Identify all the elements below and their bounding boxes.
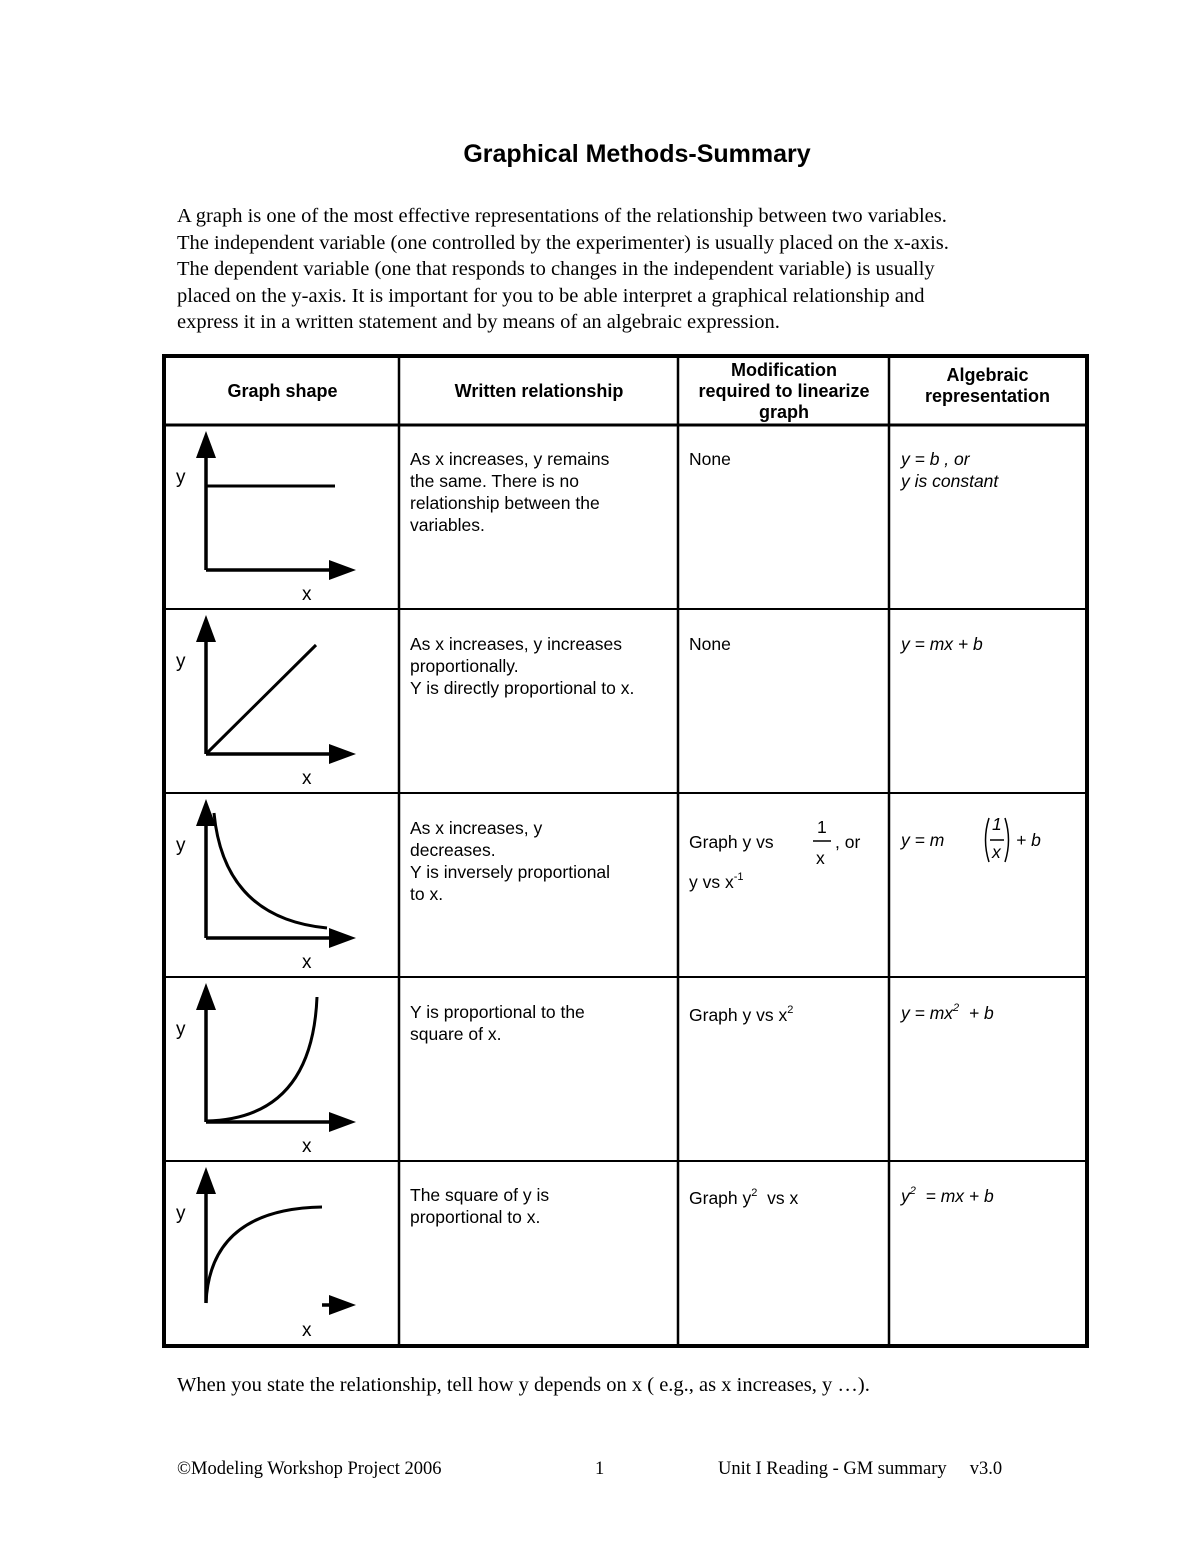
header-algebraic [890,358,1085,414]
exponent: 2 [953,1002,960,1014]
header-modification-line: Modification [731,360,837,380]
text-line: y = b , or [901,449,970,469]
alg-rhs: = mx + b [925,1186,994,1206]
written-relationship-sqrt [410,1184,549,1228]
alg-base: y [901,1186,910,1206]
text-line: square of x. [410,1024,502,1044]
x-axis-label: x [302,584,312,605]
text-line: decreases. [410,840,496,860]
exponent: -1 [733,871,744,883]
x-axis-label: x [302,768,312,789]
fraction-denominator: x [816,848,825,868]
intro-line: placed on the y-axis. It is important for you to be able interpret a graphical relationship and [177,284,925,307]
text-line: the same. There is no [410,471,579,491]
exponent: 2 [909,1185,916,1197]
alg-fraction-num: 1 [992,814,1002,834]
text-line: None [689,634,731,654]
text-line: y = mx + b [901,634,983,654]
written-relationship-quadratic [410,1001,585,1045]
exponent: 2 [751,1187,758,1199]
x-axis-label: x [302,1320,312,1341]
text-line: The square of y is [410,1185,550,1205]
graph-linear [162,609,399,793]
graph-quadratic [162,977,399,1161]
header-written-relationship: Written relationship [454,381,624,401]
header-algebraic-line: representation [924,386,1051,406]
text-line: As x increases, y [410,818,543,838]
text-line: None [689,449,731,469]
intro-line: The dependent variable (one that responds to changes in the independent variable) is usually [177,258,935,280]
text-line: relationship between the [410,493,600,513]
intro-line: A graph is one of the most effective representations of the relationship between two variables. [177,205,947,227]
graph-inverse [162,793,399,977]
algebraic-linear [901,633,983,655]
mod-line2-text: y vs x [689,872,734,892]
graph-constant [162,425,399,609]
text-line: Y is inversely proportional [410,862,611,882]
alg-rhs: + b [968,1003,994,1023]
intro-paragraph [177,203,1082,336]
x-axis-label: x [302,1136,312,1157]
modification-constant [689,448,731,470]
header-algebraic-line: Algebraic [946,365,1029,385]
y-axis-label: y [176,835,186,856]
intro-line: The independent variable (one controlled by the experimenter) is usually placed on the x-axis. [177,231,949,254]
alg-text: y = mx [901,1003,954,1023]
header-modification-line: graph [758,402,809,422]
mod-text: Graph y [689,1188,752,1208]
text-line: y is constant [901,471,999,491]
alg-fraction-den: x [992,842,1001,862]
text-line: to x. [410,884,444,904]
x-axis-label: x [302,952,312,973]
fraction-numerator: 1 [817,817,827,837]
algebraic-quadratic [901,1003,994,1024]
header-modification-line: required to linearize [698,381,870,401]
modification-quadratic [689,1005,793,1026]
modification-linear [689,633,731,655]
written-relationship-constant [410,448,609,536]
text-line: proportionally. [410,656,519,676]
summary-table [162,354,1089,1348]
mod-suffix: , or [835,832,861,852]
modification-sqrt [689,1188,798,1209]
page-title: Graphical Methods-Summary [463,140,811,168]
alg-lhs: y = m [901,830,945,850]
algebraic-constant [901,448,998,492]
fraction-bar [813,840,831,843]
text-line: proportional to x. [410,1207,541,1227]
written-relationship-inverse [410,817,610,905]
mod-text: Graph y vs x [689,1005,788,1025]
written-relationship-linear [410,633,634,699]
y-axis-label: y [176,467,186,488]
footer-copyright: ©Modeling Workshop Project 2006 [177,1459,442,1479]
text-line: As x increases, y remains [410,449,610,469]
text-line: Y is proportional to the [410,1002,585,1022]
closing-sentence: When you state the relationship, tell how y depends on x ( e.g., as x increases, y …). [177,1374,870,1396]
y-axis-label: y [176,651,186,672]
y-axis-label: y [176,1203,186,1224]
text-line: Y is directly proportional to x. [410,678,635,698]
text-line: As x increases, y increases [410,634,623,654]
header-graph-shape: Graph shape [227,381,338,401]
intro-line: express it in a written statement and by means of an algebraic expression. [177,311,780,333]
y-axis-label: y [176,1019,186,1040]
mod-line2 [689,872,744,893]
alg-rhs: + b [1016,830,1041,850]
algebraic-sqrt [901,1186,994,1207]
header-modification [679,358,889,425]
mod-prefix: Graph y vs [689,832,774,852]
footer-page-number: 1 [595,1459,605,1479]
text-line: variables. [410,515,485,535]
exponent: 2 [787,1004,794,1016]
mod-text: vs x [767,1188,799,1208]
graph-sqrt [162,1161,399,1348]
footer-unit-label: Unit I Reading - GM summary v3.0 [718,1459,1003,1479]
